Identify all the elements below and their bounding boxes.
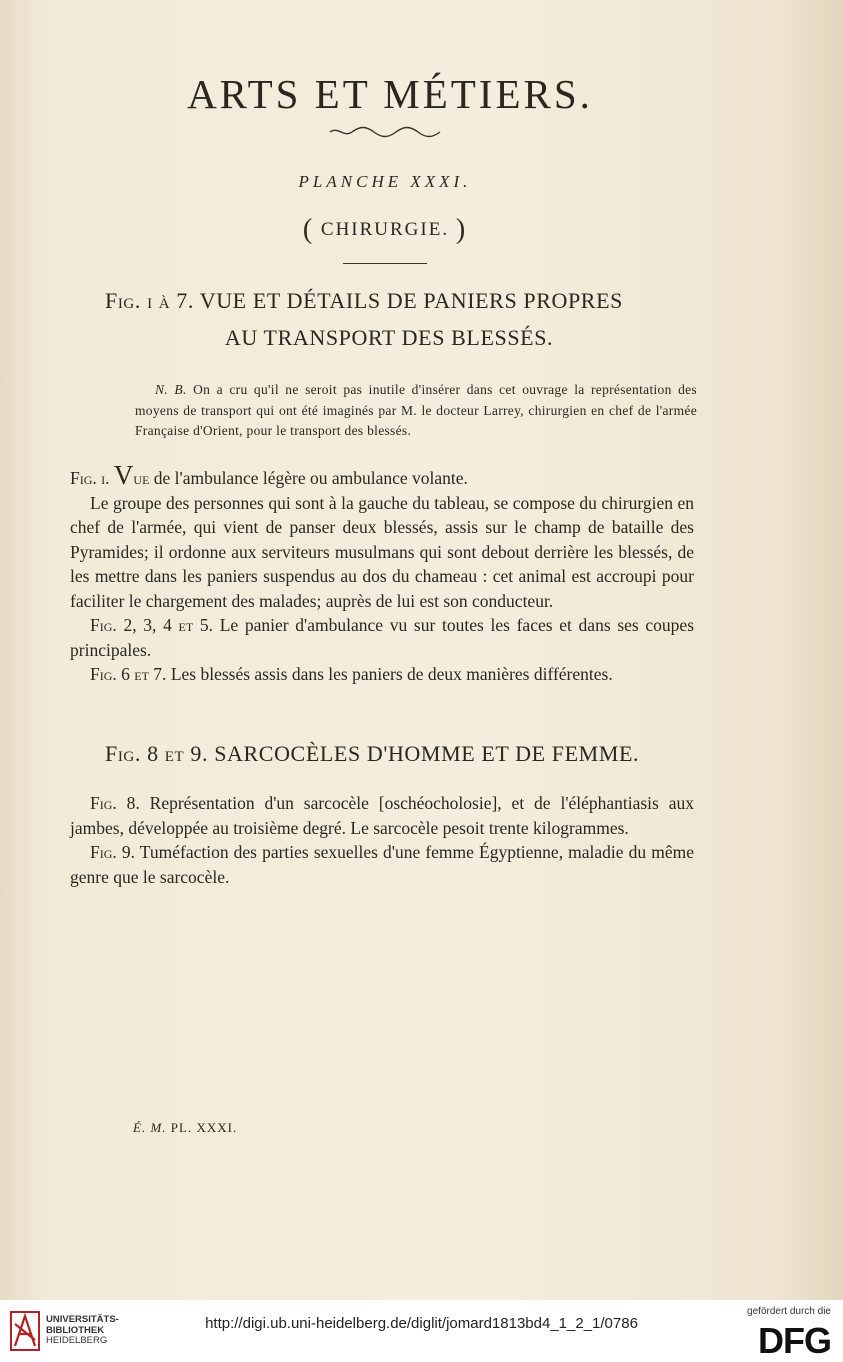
fig6-7-paragraph: [70, 662, 694, 687]
plate-reference-em: É. M.: [133, 1120, 167, 1135]
viewer-footer-bar: [0, 1300, 843, 1362]
library-line-2: BIBLIOTHEK: [46, 1324, 105, 1336]
dfg-logo[interactable]: DFG: [758, 1320, 831, 1361]
heading-fig-8-9: [105, 741, 639, 767]
fig9-text: Tuméfaction des parties sexuelles d'une femme Égyptienne, maladie du même genre que le sarcocèle.: [70, 842, 695, 887]
page-title: ARTS ET MÉTIERS.: [187, 71, 593, 117]
section-rule: [343, 263, 427, 264]
permalink-url[interactable]: http://digi.ub.uni-heidelberg.de/diglit/jomard1813bd4_1_2_1/0786: [205, 1315, 638, 1332]
fig1-paragraph: Le groupe des personnes qui sont à la gauche du tableau, se compose du chirurgien en chef de l'armée, qui vient de panser deux blessés, assis sur le champ de bataille des Pyramides; il ordonne aux serviteurs musulmans qui sont debout derrière les blessés, de les mettre dans les paniers suspendus au dos du chameau : cet animal est accroupi pour faciliter le chargement des malades; auprès de lui est son conducteur.: [70, 492, 694, 611]
fig8-text: Représentation d'un sarcocèle [oschéocholosie], et de l'éléphantiasis aux jambes, développée au troisième degré. Le sarcocèle pesoit trente kilogrammes.: [70, 793, 694, 838]
heading-line-2: AU TRANSPORT DES BLESSÉS.: [224, 325, 554, 350]
fig1-initial: V: [113, 460, 134, 490]
heading-fig8-9-text: SARCOCÈLES D'HOMME ET DE FEMME.: [214, 741, 640, 766]
fig8-paragraph: [70, 791, 694, 840]
note-nb: [135, 380, 697, 442]
figures-8-9-text: [70, 791, 694, 889]
fig6-7-label: Fig. 6 et 7.: [90, 664, 167, 684]
fig9-paragraph: [70, 840, 694, 889]
ornament-divider: [328, 126, 442, 138]
plate-reference-pl: PL. XXXI.: [170, 1120, 238, 1135]
fig2-5-text: Le panier d'ambulance vu sur toutes les faces et dans ses coupes principales.: [70, 615, 695, 660]
fig2-5-label: Fig. 2, 3, 4 et 5.: [90, 615, 214, 635]
heading-fig-label: Fig. i à 7.: [105, 288, 194, 313]
plate-reference: [133, 1120, 237, 1136]
fig2-5-paragraph: [70, 613, 694, 662]
heading-line-1: VUE ET DÉTAILS DE PANIERS PROPRES: [199, 288, 623, 313]
fig8-label: Fig. 8.: [90, 793, 140, 813]
planche-label: PLANCHE XXXI.: [298, 172, 472, 191]
section-label: ( CHIRURGIE. ): [302, 214, 468, 245]
note-label: N. B.: [155, 382, 187, 397]
fig6-7-text: Les blessés assis dans les paniers de deux manières différentes.: [170, 664, 613, 684]
heading-fig8-9-label: Fig. 8 et 9.: [105, 741, 209, 766]
section-text: CHIRURGIE.: [320, 219, 450, 240]
heading-fig-1-7: [105, 288, 623, 314]
fig1-caption-text: de l'ambulance légère ou ambulance volante.: [153, 468, 468, 488]
fig9-label: Fig. 9.: [90, 842, 135, 862]
figures-1-7-text: [70, 460, 695, 687]
library-line-3: HEIDELBERG: [46, 1335, 108, 1346]
fig1-initial-rest: ue: [133, 468, 150, 488]
fig1-label: Fig. i.: [70, 468, 110, 488]
note-text: On a cru qu'il ne seroit pas inutile d'insérer dans cet ouvrage la représentation des moyens de transport qui ont été imaginés par M. le docteur Larrey, chirurgien en chef de l'armée Française d'Orient, pour le transport des blessés.: [135, 382, 697, 438]
fig1-caption: [70, 460, 694, 491]
funded-by-label: gefördert durch die: [747, 1306, 831, 1317]
library-line-1: UNIVERSITÄTS-: [46, 1314, 119, 1325]
